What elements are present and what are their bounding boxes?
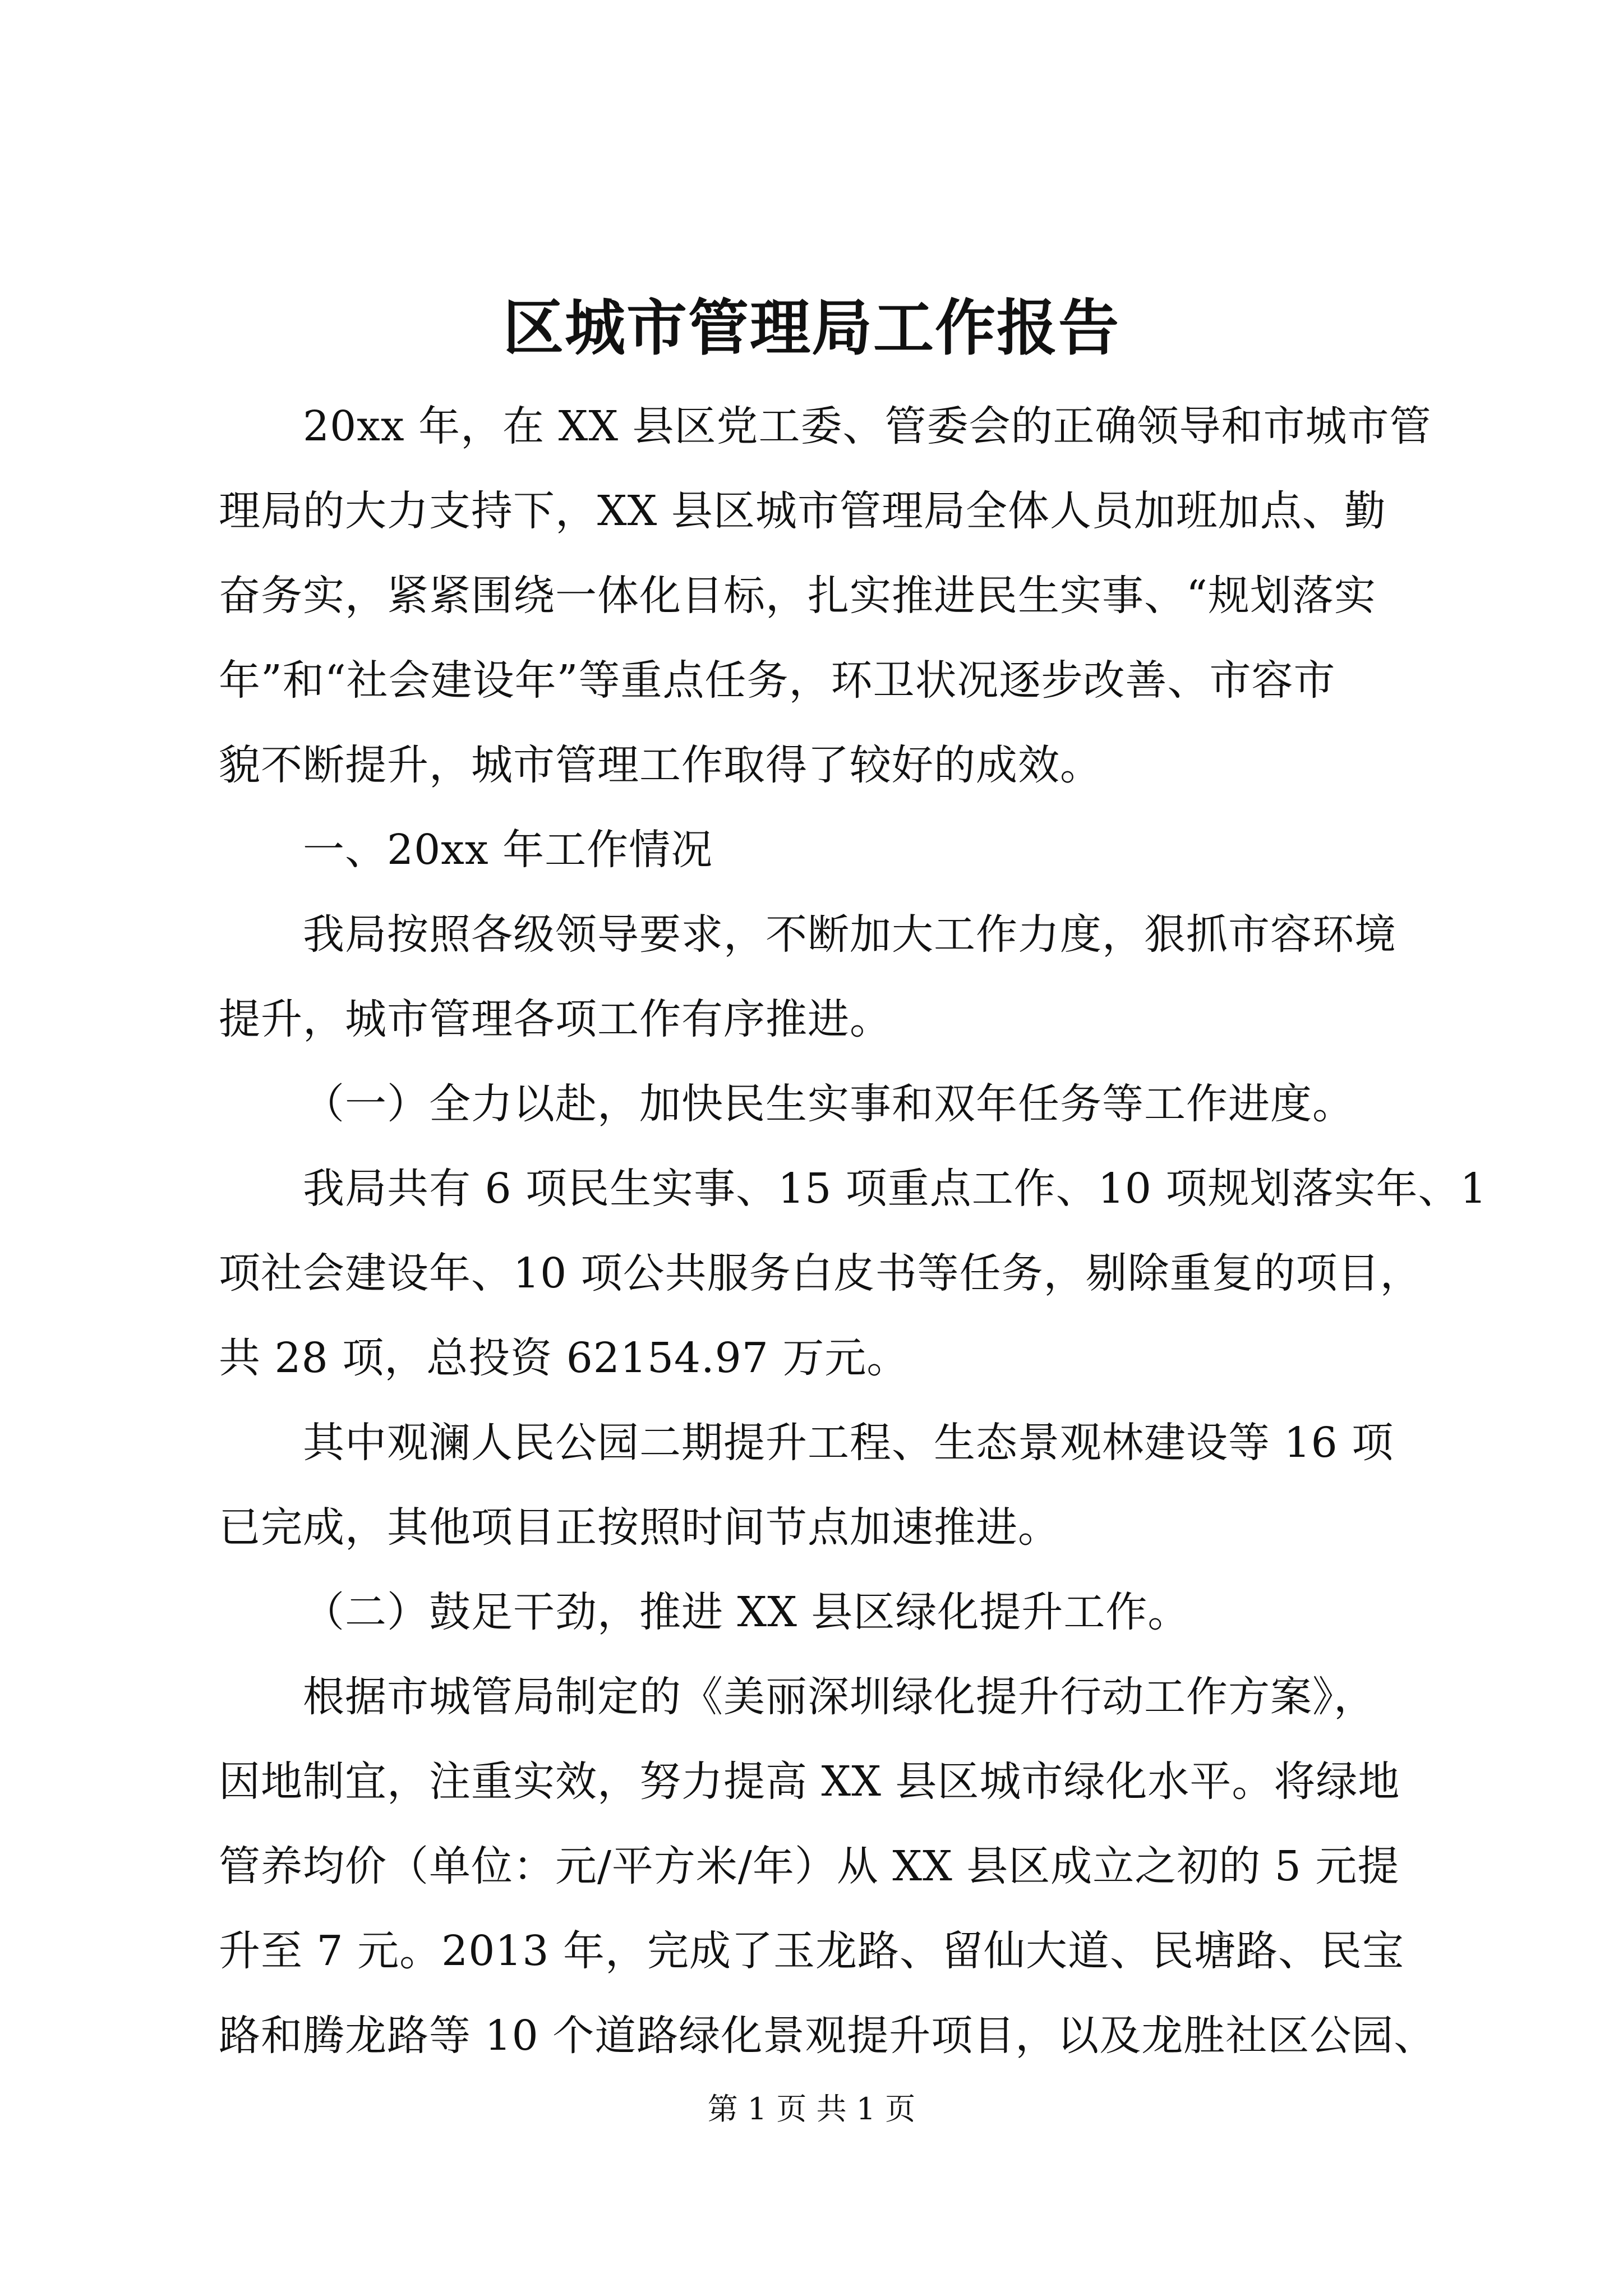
text-line: 因地制宜，注重实效，努力提高 XX 县区城市绿化水平。将绿地 — [219, 1757, 1400, 1806]
text-line: 路和腾龙路等 10 个道路绿化景观提升项目，以及龙胜社区公园、 — [219, 2012, 1436, 2060]
text-line: 理局的大力支持下，XX 县区城市管理局全体人员加班加点、勤 — [219, 487, 1386, 535]
text-line: 提升，城市管理各项工作有序推进。 — [219, 995, 892, 1043]
page-footer: 第 1 页 共 1 页 — [707, 2091, 916, 2127]
text-line: 我局按照各级领导要求，不断加大工作力度，狠抓市容环境 — [303, 910, 1396, 959]
text-line: 已完成，其他项目正按照时间节点加速推进。 — [219, 1503, 1060, 1552]
text-line: 共 28 项，总投资 62154.97 万元。 — [219, 1334, 909, 1382]
text-line: 升至 7 元。2013 年，完成了玉龙路、留仙大道、民塘路、民宝 — [219, 1927, 1404, 1975]
text-line: 我局共有 6 项民生实事、15 项重点工作、10 项规划落实年、1 — [303, 1165, 1487, 1213]
text-line: 管养均价（单位：元/平方米/年）从 XX 县区成立之初的 5 元提 — [219, 1842, 1400, 1890]
text-line: 项社会建设年、10 项公共服务白皮书等任务，剔除重复的项目， — [219, 1249, 1422, 1297]
text-line: 年”和“社会建设年”等重点任务，环卫状况逐步改善、市容市 — [219, 656, 1336, 705]
text-line: 根据市城管局制定的《美丽深圳绿化提升行动工作方案》， — [303, 1673, 1376, 1721]
document-body — [219, 384, 1487, 2078]
text-line: 奋务实，紧紧围绕一体化目标，扎实推进民生实事、“规划落实 — [219, 572, 1376, 620]
subsection-heading: （二）鼓足干劲，推进 XX 县区绿化提升工作。 — [303, 1588, 1190, 1636]
text-line: 20xx 年，在 XX 县区党工委、管委会的正确领导和市城市管 — [303, 402, 1432, 450]
text-line: 其中观澜人民公园二期提升工程、生态景观林建设等 16 项 — [303, 1419, 1394, 1467]
text-line: 貌不断提升，城市管理工作取得了较好的成效。 — [219, 741, 1102, 789]
document-title: 区城市管理局工作报告 — [502, 293, 1120, 364]
subsection-heading: （一）全力以赴，加快民生实事和双年任务等工作进度。 — [303, 1080, 1354, 1128]
section-heading: 一、20xx 年工作情况 — [303, 826, 713, 874]
